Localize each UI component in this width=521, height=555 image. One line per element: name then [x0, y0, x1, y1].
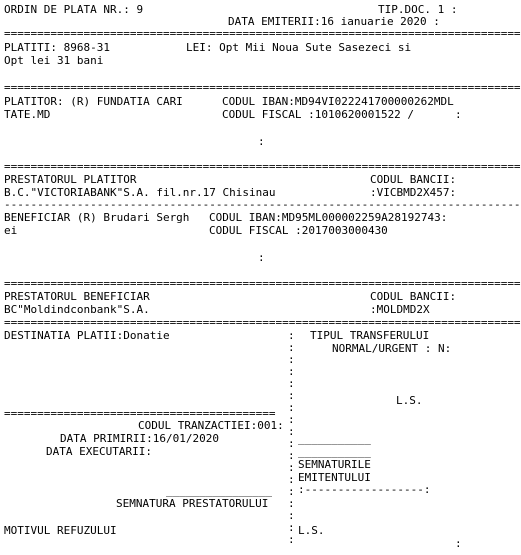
beneficiary-iban: CODUL IBAN:MD95ML000002259A28192743:	[209, 211, 448, 224]
payer-name: PLATITOR: (R) FUNDATIA CARI	[4, 95, 183, 108]
separator-line: ------------------------------------------------------------------------------	[4, 198, 521, 211]
refusal-reason-label: MOTIVUL REFUZULUI	[4, 524, 117, 537]
beneficiary-bank-label: PRESTATORUL BENEFICIAR	[4, 290, 150, 303]
border-colon: :	[258, 251, 265, 264]
transfer-type-label: TIPUL TRANSFERULUI	[310, 329, 430, 342]
beneficiary-bank-code: :MOLDMD2X	[370, 303, 430, 316]
beneficiary-bank-code-label: CODUL BANCII:	[370, 290, 457, 303]
border-colon: :	[258, 135, 265, 148]
separator-line: ==============================================================================	[4, 160, 521, 173]
vertical-divider: : : : : : : : : : : : : : : : : : :	[288, 329, 295, 546]
signature-line: ________________	[166, 484, 272, 497]
issuer-label: EMITENTULUI	[298, 471, 371, 484]
beneficiary-name: BENEFICIAR (R) Brudari Sergh	[4, 211, 190, 224]
separator-line: ==============================================================================	[4, 27, 521, 40]
beneficiary-bank-name: BC"Moldindconbank"S.A.	[4, 303, 150, 316]
document-type: TIP.DOC. 1 :	[378, 3, 458, 16]
payer-name-continued: TATE.MD	[4, 108, 51, 121]
stamp-placeholder: L.S.	[396, 394, 423, 407]
payer-bank-label: PRESTATORUL PLATITOR	[4, 173, 137, 186]
issue-date: DATA EMITERII:16 ianuarie 2020 :	[228, 15, 440, 28]
amount-paid: PLATITI: 8968-31	[4, 41, 110, 54]
execution-date: DATA EXECUTARII:	[46, 445, 152, 458]
payment-purpose: DESTINATIA PLATII:Donatie	[4, 329, 170, 342]
separator-line: ==============================================================================	[4, 81, 521, 94]
payer-iban: CODUL IBAN:MD94VI022241700000262MDL	[222, 95, 454, 108]
signatures-label: SEMNATURILE	[298, 458, 371, 471]
separator-line: :------------------:	[298, 483, 431, 496]
provider-signature-label: SEMNATURA PRESTATORULUI	[116, 497, 269, 510]
amount-in-words-continued: Opt lei 31 bani	[4, 54, 104, 67]
separator-line: ==============================================================================	[4, 316, 521, 329]
signature-line: ___________	[298, 432, 371, 445]
separator-line: =========================================	[4, 407, 276, 420]
payer-bank-code: :VICBMD2X457:	[370, 186, 457, 199]
receipt-date: DATA PRIMIRII:16/01/2020	[60, 432, 219, 445]
payer-fiscal-code: CODUL FISCAL :1010620001522 /	[222, 108, 415, 121]
transfer-type-value: NORMAL/URGENT : N:	[332, 342, 452, 355]
payer-bank-name: B.C."VICTORIABANK"S.A. fil.nr.17 Chisinau	[4, 186, 276, 199]
beneficiary-fiscal-code: CODUL FISCAL :2017003000430	[209, 224, 388, 237]
transaction-code: CODUL TRANZACTIEI:001:	[138, 419, 284, 432]
stamp-placeholder: L.S.	[298, 524, 325, 537]
document-title: ORDIN DE PLATA NR.: 9	[4, 3, 144, 16]
border-colon: :	[455, 108, 462, 121]
beneficiary-name-continued: ei	[4, 224, 18, 237]
amount-in-words: LEI: Opt Mii Noua Sute Sasezeci si	[186, 41, 412, 54]
signature-line: ___________	[298, 445, 371, 458]
payer-bank-code-label: CODUL BANCII:	[370, 173, 457, 186]
border-colon: :	[455, 537, 462, 550]
separator-line: ==============================================================================	[4, 277, 521, 290]
